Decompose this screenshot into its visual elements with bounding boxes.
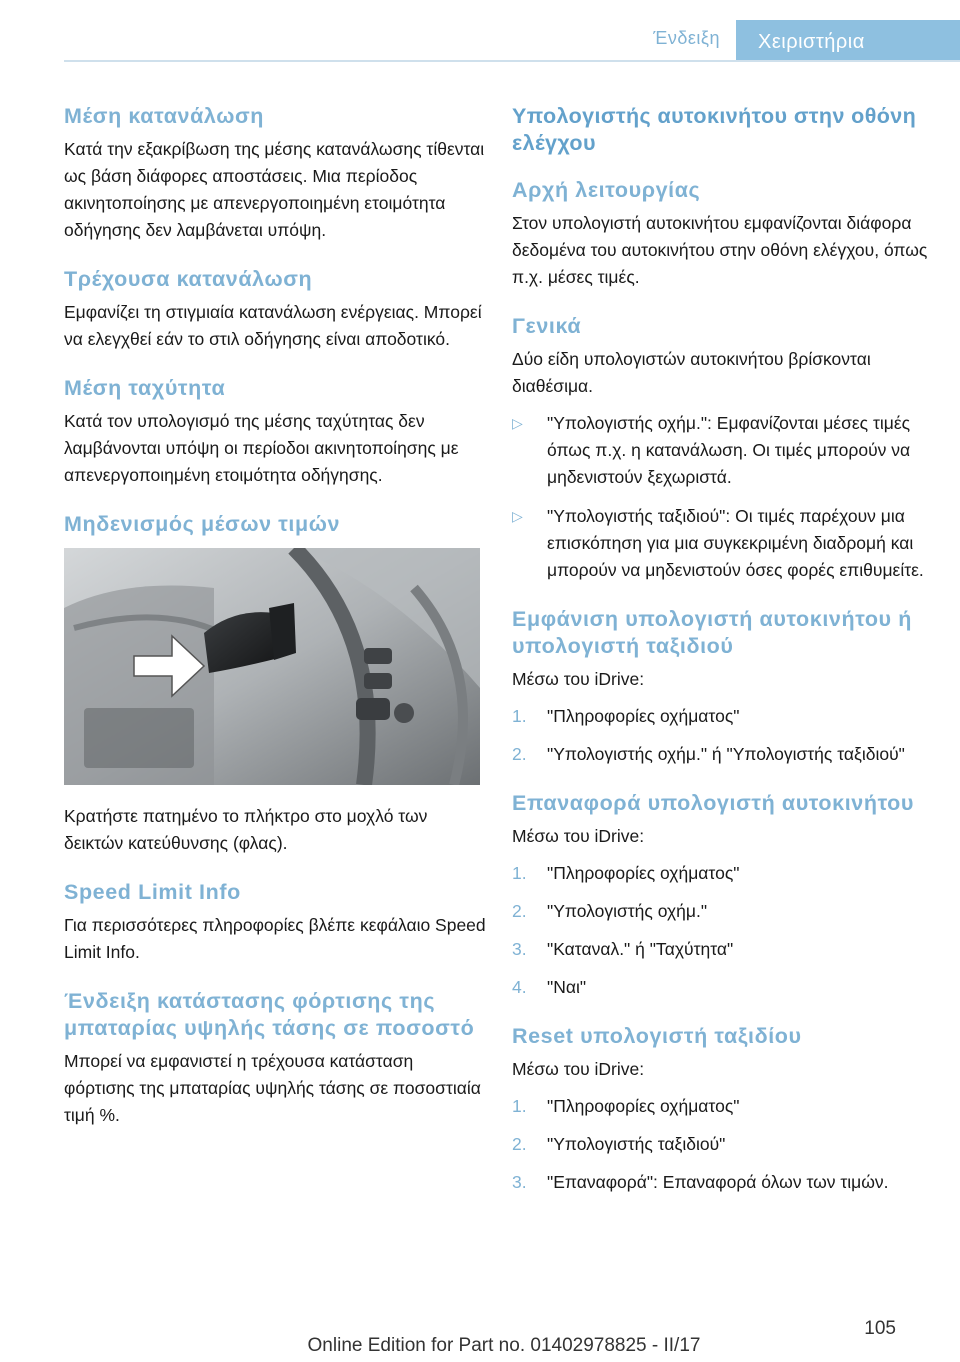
list-item: 1. "Πληροφορίες οχήματος" <box>512 863 740 883</box>
section-text: Κατά τον υπολογισμό της μέσης ταχύτητας δεν λαμβάνονται υπόψη οι περίοδοι ακινητοποίησης με απενεργοποιημένη ετοιμότητα οδήγησης. <box>64 411 459 485</box>
footer-edition: Online Edition for Part no. 01402978825 - II/17 <box>307 1335 701 1356</box>
page-number: 105 <box>864 1318 896 1339</box>
section-heading: Reset υπολογιστή ταξιδίου <box>512 1024 802 1048</box>
steps-list <box>512 1093 932 1196</box>
list-item: 2. "Υπολογιστής ταξιδιού" <box>512 1134 726 1154</box>
section-battery-charge-display <box>64 988 486 1129</box>
section-heading: Μέση ταχύτητα <box>64 376 226 400</box>
list-item: 2. "Υπολογιστής οχήμ." <box>512 901 708 921</box>
section-operating-principle <box>512 177 932 291</box>
steps-list <box>512 703 932 768</box>
section-average-consumption <box>64 103 486 244</box>
section-reset-vehicle-computer <box>512 790 932 1001</box>
list-item: 1. "Πληροφορίες οχήματος" <box>512 706 740 726</box>
section-text: Μέσω του iDrive: <box>512 1059 645 1079</box>
section-heading: Επαναφορά υπολογιστή αυτοκινήτου <box>512 791 915 815</box>
list-item: ▷ "Υπολογιστής οχήμ.": Εμφανίζονται μέσες τιμές όπως π.χ. η κατανάλωση. Οι τιμές μπορούν να μηδενιστούν ξεχωριστά. <box>512 410 932 491</box>
list-item: 2. "Υπολογιστής οχήμ." ή "Υπολογιστής ταξιδιού" <box>512 744 905 764</box>
section-text: Μέσω του iDrive: <box>512 669 645 689</box>
section-general <box>512 313 932 584</box>
list-item: 3. "Καταναλ." ή "Ταχύτητα" <box>512 939 734 959</box>
turn-signal-lever-photo <box>64 548 480 785</box>
list-item: 3. "Επαναφορά": Επαναφορά όλων των τιμών. <box>512 1172 889 1192</box>
section-heading: Μέση κατανάλωση <box>64 104 265 128</box>
section-heading: Speed Limit Info <box>64 880 241 904</box>
section-text: Εμφανίζει τη στιγμιαία κατανάλωση ενέργειας. Μπορεί να ελεγχθεί εάν το στιλ οδήγησης είναι αποδοτικό. <box>64 302 482 349</box>
section-text: Μπορεί να εμφανιστεί η τρέχουσα κατάσταση φόρτισης της μπαταρίας υψηλής τάσης σε ποσοστιαία τιμή %. <box>64 1051 481 1125</box>
section-text: Δύο είδη υπολογιστών αυτοκινήτου βρίσκονται διαθέσιμα. <box>512 349 871 396</box>
list-item: ▷ "Υπολογιστής ταξιδιού": Οι τιμές παρέχουν μια επισκόπηση για μια συγκεκριμένη διαδρομή και μπορούν να μηδενιστούν όσες φορές επιθυμείτε. <box>512 503 932 584</box>
section-heading: Μηδενισμός μέσων τιμών <box>64 512 341 536</box>
breadcrumb: Ένδειξη <box>653 28 720 48</box>
section-text: Στον υπολογιστή αυτοκινήτου εμφανίζονται διάφορα δεδομένα του αυτοκινήτου στην οθόνη ελέγχου, όπως π.χ. μέσες τιμές. <box>512 213 928 287</box>
section-text: Μέσω του iDrive: <box>512 826 645 846</box>
triangle-bullet-icon: ▷ <box>512 508 523 524</box>
section-heading: Γενικά <box>512 314 582 338</box>
steps-list <box>512 860 932 1001</box>
page-header <box>64 20 960 62</box>
header-divider <box>64 60 960 62</box>
section-text: Για περισσότερες πληροφορίες βλέπε κεφάλαιο Speed Limit Info. <box>64 915 486 962</box>
computer-types-list <box>512 410 932 584</box>
section-speed-limit-info <box>64 879 486 966</box>
section-reset-averages <box>64 511 486 857</box>
section-heading: Ένδειξη κατάστασης φόρτισης της μπαταρίας υψηλής τάσης σε ποσοστό <box>64 989 475 1040</box>
section-average-speed <box>64 375 486 489</box>
list-item: 1. "Πληροφορίες οχήματος" <box>512 1096 740 1116</box>
section-heading: Τρέχουσα κατανάλωση <box>64 267 313 291</box>
section-heading: Εμφάνιση υπολογιστή αυτοκινήτου ή υπολογιστή ταξιδιού <box>512 607 912 658</box>
right-column <box>512 103 932 1218</box>
triangle-bullet-icon: ▷ <box>512 415 523 431</box>
photo-caption: Κρατήστε πατημένο το πλήκτρο στο μοχλό των δεικτών κατεύθυνσης (φλας). <box>64 806 428 853</box>
chapter-tab: Χειριστήρια <box>736 20 960 62</box>
list-item: 4. "Ναι" <box>512 977 587 997</box>
section-display-computer <box>512 606 932 768</box>
main-heading: Υπολογιστής αυτοκινήτου στην οθόνη ελέγχου <box>512 104 917 155</box>
section-reset-trip-computer <box>512 1023 932 1196</box>
left-column <box>64 103 486 1151</box>
section-current-consumption <box>64 266 486 353</box>
section-text: Κατά την εξακρίβωση της μέσης κατανάλωσης τίθενται ως βάση διάφορες αποστάσεις. Μια περίοδος ακινητοποίησης με απενεργοποιημένη ετοιμότητα οδήγησης δεν λαμβάνεται υπόψη. <box>64 139 485 240</box>
section-heading: Αρχή λειτουργίας <box>512 178 701 202</box>
